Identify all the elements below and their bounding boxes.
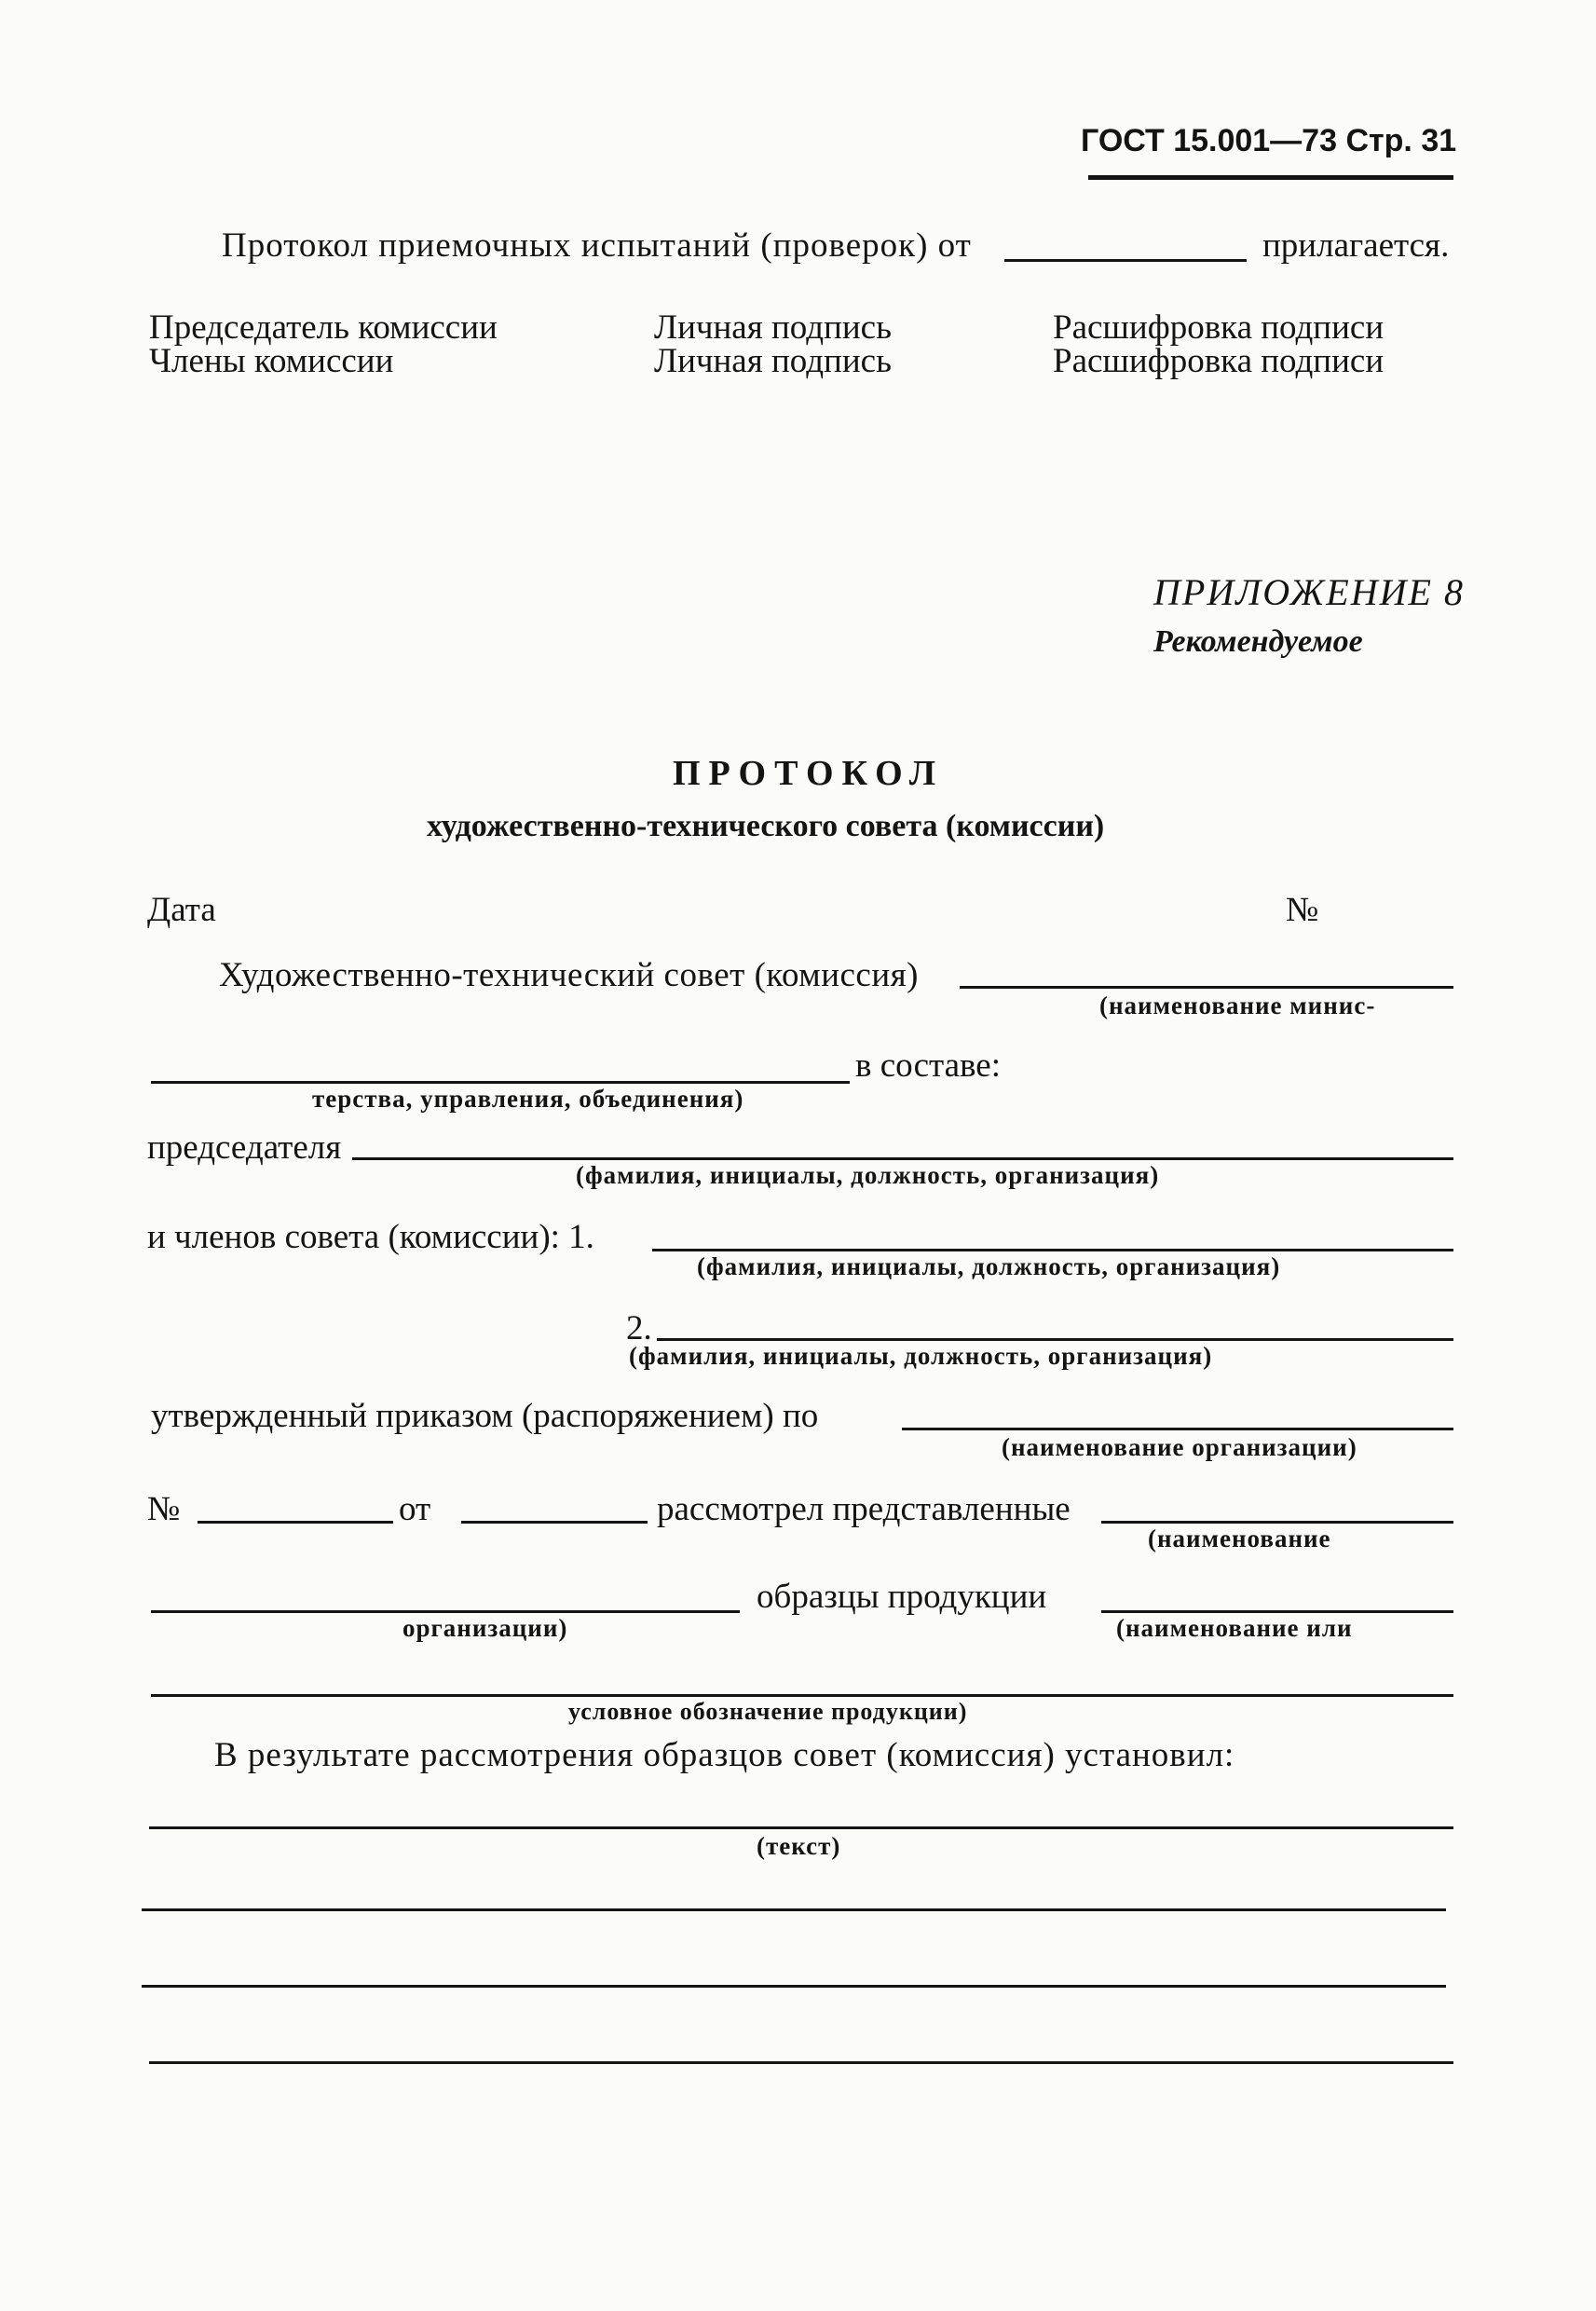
member2-line bbox=[657, 1338, 1453, 1341]
signature-sign-members: Личная подпись bbox=[654, 342, 892, 380]
product-line bbox=[1101, 1610, 1453, 1613]
designation-line bbox=[151, 1694, 1453, 1697]
designation-hint: условное обозначение продукции) bbox=[568, 1698, 968, 1725]
protocol-date-line bbox=[1004, 259, 1247, 262]
result-line-2 bbox=[142, 1908, 1446, 1911]
protocol-attached-suffix: прилагается. bbox=[1262, 226, 1450, 265]
members-label: и членов совета (комиссии): 1. bbox=[147, 1218, 594, 1256]
protocol-attached-text: Протокол приемочных испытаний (проверок) от bbox=[222, 226, 972, 265]
composition-line bbox=[151, 1081, 850, 1084]
form-title: ПРОТОКОЛ bbox=[673, 754, 945, 793]
order-from-label: от bbox=[399, 1490, 431, 1528]
approved-label: утвержденный приказом (распоряжением) по bbox=[151, 1397, 819, 1435]
result-line-4 bbox=[149, 2061, 1453, 2064]
composition-label: в составе: bbox=[855, 1046, 1001, 1085]
member1-line bbox=[652, 1249, 1453, 1251]
page-reference: ГОСТ 15.001—73 Стр. 31 bbox=[1081, 123, 1457, 158]
member1-hint: (фамилия, инициалы, должность, организация) bbox=[697, 1252, 1281, 1280]
date-label: Дата bbox=[147, 891, 216, 929]
council-label: Художественно-технический совет (комиссия) bbox=[219, 956, 919, 994]
product-hint: (наименование или bbox=[1116, 1614, 1353, 1642]
member2-hint: (фамилия, инициалы, должность, организация) bbox=[629, 1342, 1213, 1370]
order-number-line bbox=[198, 1521, 393, 1524]
appendix-subtitle: Рекомендуемое bbox=[1153, 624, 1363, 659]
text-hint: (текст) bbox=[757, 1832, 841, 1860]
composition-hint: терства, управления, объединения) bbox=[312, 1085, 744, 1113]
signature-sign-chair: Личная подпись bbox=[654, 308, 892, 347]
council-hint: (наименование минис- bbox=[1099, 991, 1376, 1019]
signature-role-members: Члены комиссии bbox=[149, 342, 394, 380]
header-rule bbox=[1088, 175, 1453, 180]
order-number-label: № bbox=[147, 1490, 181, 1528]
order-date-line bbox=[461, 1521, 648, 1524]
reviewed-hint: (наименование bbox=[1148, 1525, 1331, 1552]
signature-decode-members: Расшифровка подписи bbox=[1053, 342, 1385, 380]
signature-role-chair: Председатель комиссии bbox=[149, 308, 498, 347]
council-line bbox=[960, 986, 1453, 989]
number-label: № bbox=[1286, 891, 1319, 929]
chair-line bbox=[352, 1157, 1453, 1160]
reviewed-label: рассмотрел представленные bbox=[657, 1490, 1071, 1528]
chair-label: председателя bbox=[147, 1128, 342, 1167]
chair-hint: (фамилия, инициалы, должность, организация) bbox=[576, 1161, 1160, 1189]
result-line-1 bbox=[149, 1826, 1453, 1829]
signature-decode-chair: Расшифровка подписи bbox=[1053, 308, 1385, 347]
approved-line bbox=[902, 1428, 1453, 1430]
result-line-3 bbox=[142, 1985, 1446, 1988]
reviewed-line bbox=[1101, 1521, 1453, 1524]
samples-label: образцы продукции bbox=[757, 1578, 1047, 1616]
organization-line bbox=[151, 1610, 740, 1613]
form-subtitle: художественно-технического совета (комиссии) bbox=[427, 809, 1105, 843]
approved-hint: (наименование организации) bbox=[1002, 1433, 1357, 1461]
member2-number: 2. bbox=[626, 1309, 652, 1347]
organization-hint: организации) bbox=[402, 1614, 568, 1642]
appendix-title: ПРИЛОЖЕНИЕ 8 bbox=[1153, 571, 1465, 613]
result-label: В результате рассмотрения образцов совет (комиссия) установил: bbox=[214, 1736, 1235, 1774]
